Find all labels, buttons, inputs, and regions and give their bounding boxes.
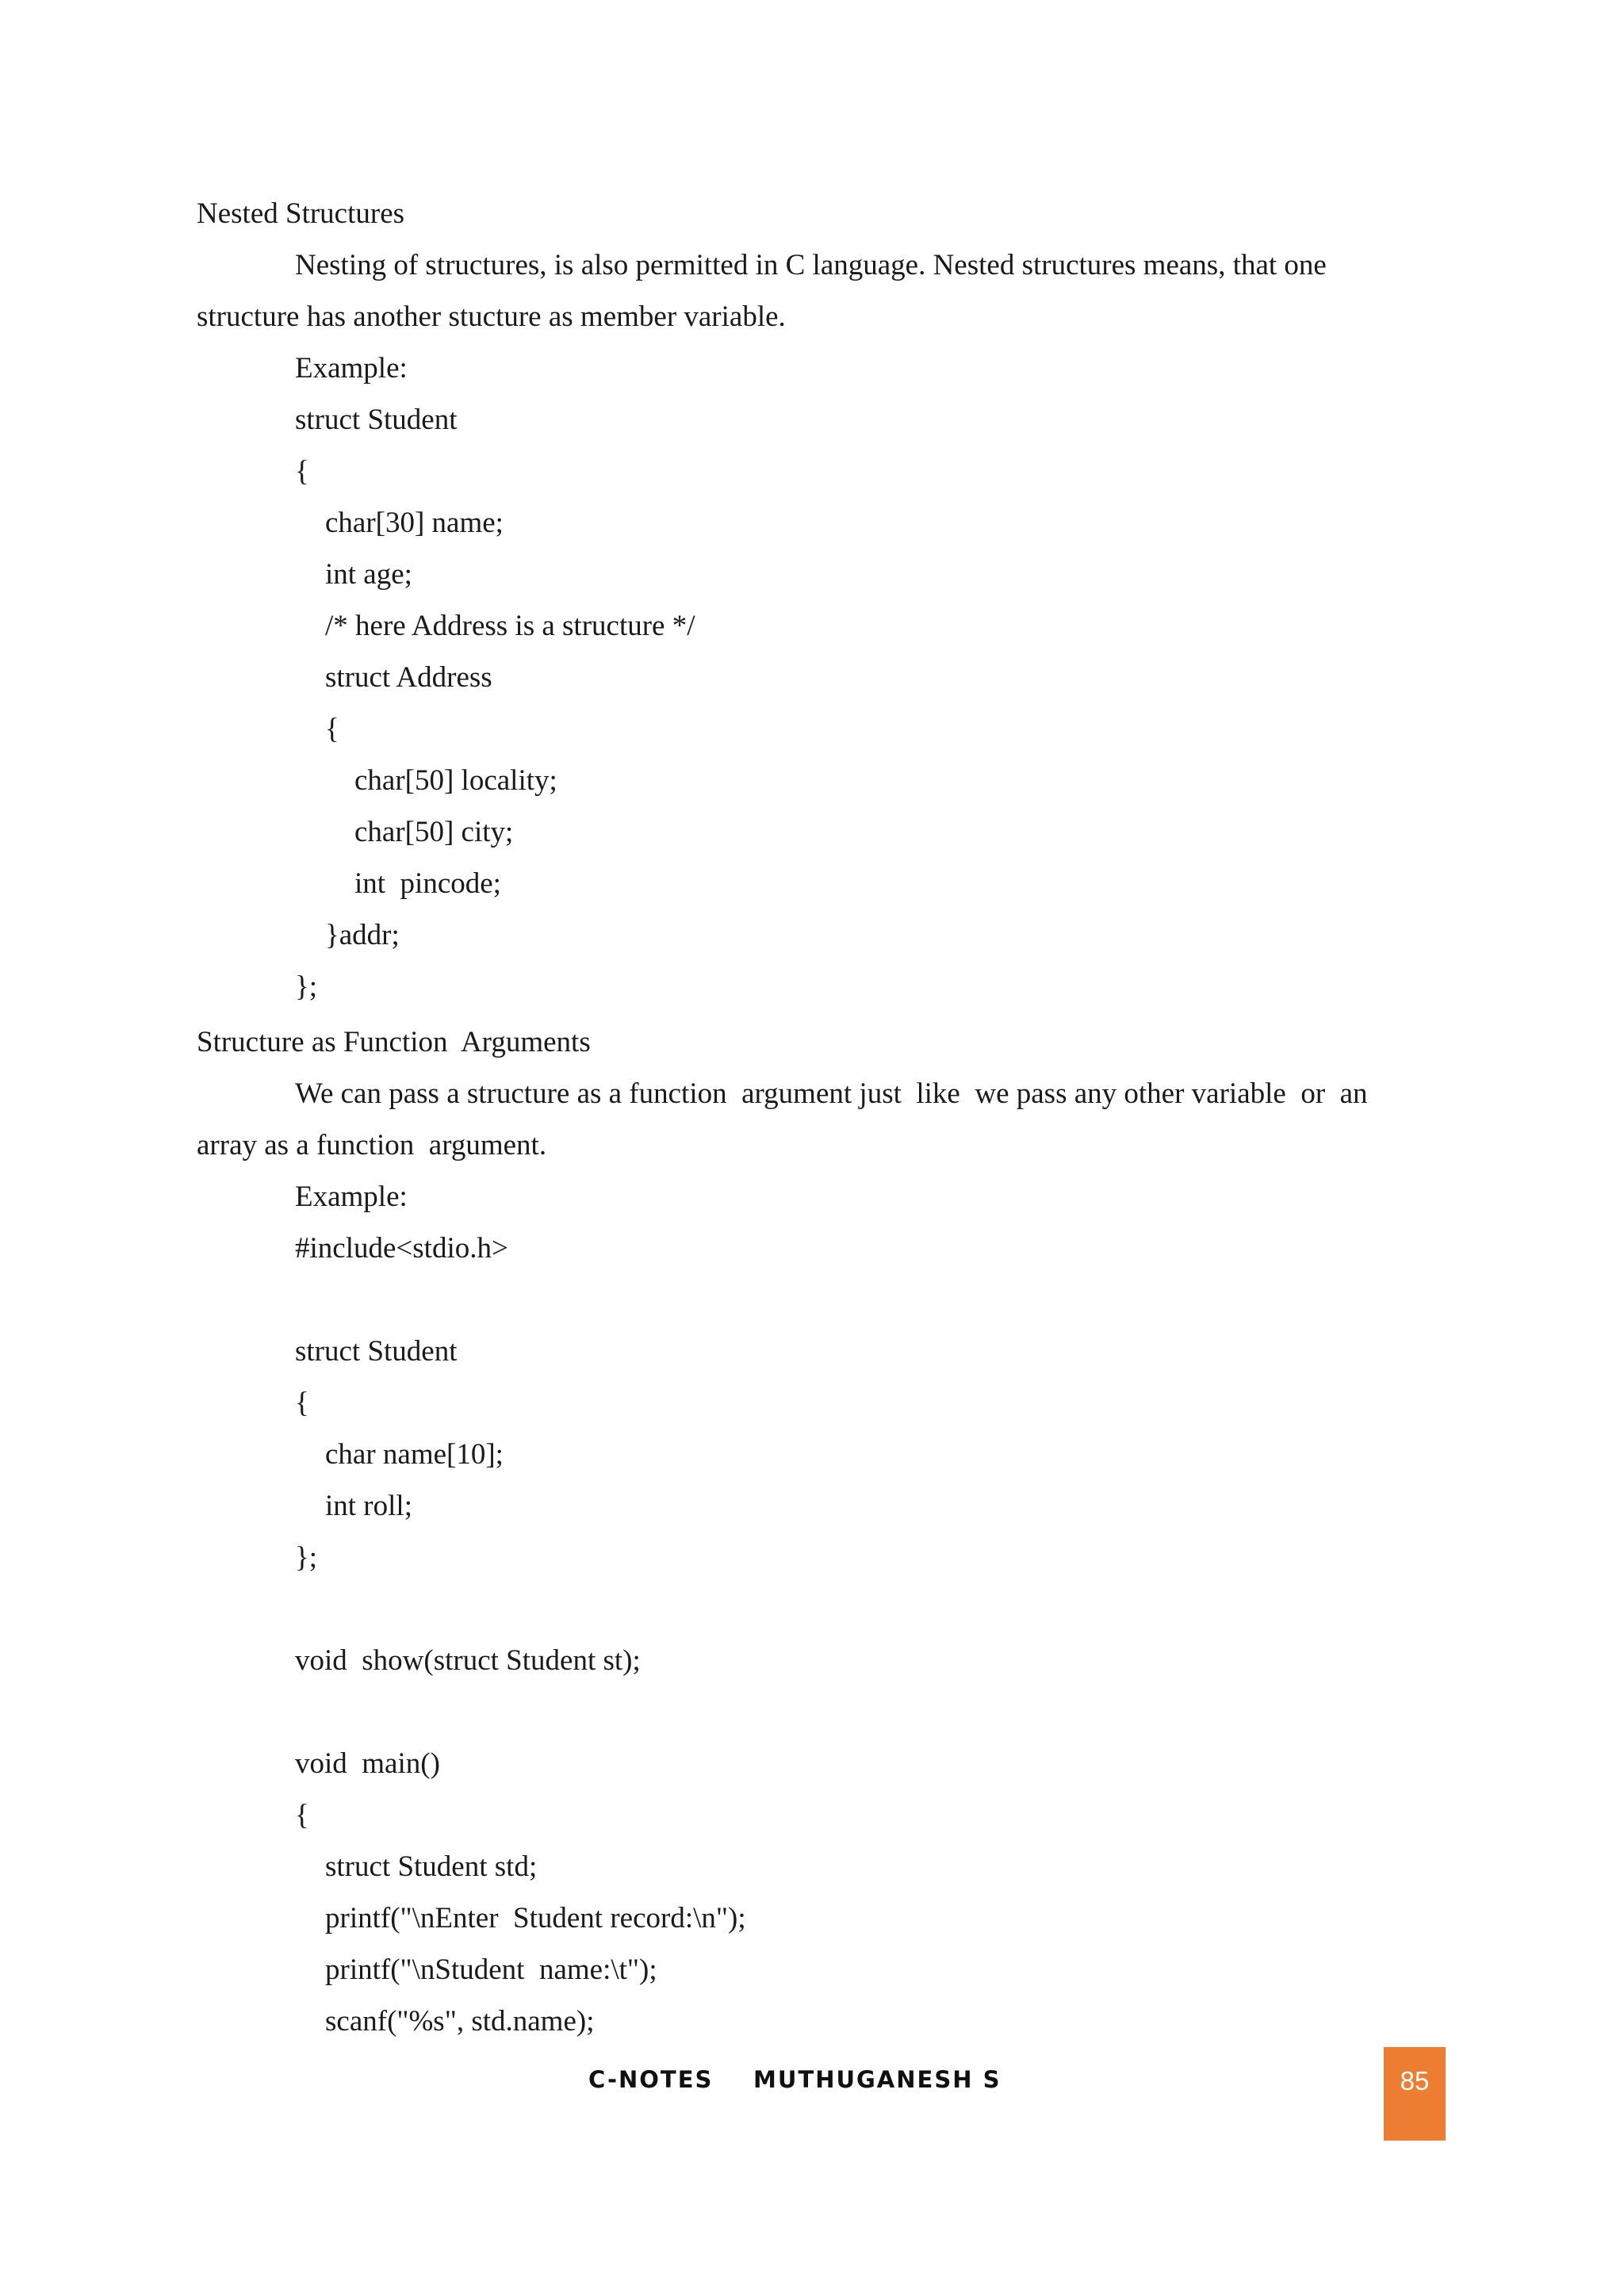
code-line: void show(struct Student st);: [295, 1644, 641, 1677]
code-comment: /* here Address is a structure */: [325, 610, 695, 642]
code-line: struct Address: [325, 661, 492, 694]
code-line: char[50] city;: [354, 816, 514, 848]
example-label: Example:: [295, 1181, 408, 1213]
code-line: };: [295, 970, 318, 1003]
section-heading-structure-as-function-arguments: Structure as Function Arguments: [197, 1026, 591, 1058]
code-line: printf("\nEnter Student record:\n");: [325, 1902, 746, 1934]
code-line: }addr;: [325, 919, 400, 951]
page-number: 85: [1400, 2066, 1430, 2095]
code-line: {: [295, 455, 309, 488]
paragraph-line: array as a function argument.: [197, 1129, 547, 1161]
paragraph-line: We can pass a structure as a function argument just like we pass any other variable or an: [295, 1077, 1368, 1110]
paragraph-line: structure has another stucture as member variable.: [197, 300, 786, 333]
code-line: char[30] name;: [325, 507, 504, 539]
example-label: Example:: [295, 352, 408, 385]
code-line: struct Student std;: [325, 1850, 538, 1883]
code-line: {: [325, 713, 339, 745]
code-line: struct Student: [295, 404, 458, 436]
code-line: printf("\nStudent name:\t");: [325, 1954, 657, 1986]
code-line: scanf("%s", std.name);: [325, 2005, 595, 2038]
code-line: #include<stdio.h>: [295, 1232, 508, 1265]
footer-book-title: C-NOTES: [588, 2066, 714, 2093]
code-line: {: [295, 1387, 309, 1419]
section-heading-nested-structures: Nested Structures: [197, 197, 405, 230]
code-line: char name[10];: [325, 1438, 504, 1471]
code-line: int roll;: [325, 1490, 412, 1522]
page-number-badge: [1384, 2047, 1446, 2141]
code-line: {: [295, 1799, 309, 1831]
code-line: int age;: [325, 558, 412, 591]
code-line: };: [295, 1541, 318, 1574]
code-line: void main(): [295, 1747, 440, 1780]
paragraph-line: Nesting of structures, is also permitted in C language. Nested structures means, that one: [295, 249, 1327, 281]
code-line: struct Student: [295, 1335, 458, 1368]
footer-author: MUTHUGANESH S: [753, 2066, 1002, 2093]
code-line: char[50] locality;: [354, 764, 557, 797]
code-line: int pincode;: [354, 867, 501, 900]
